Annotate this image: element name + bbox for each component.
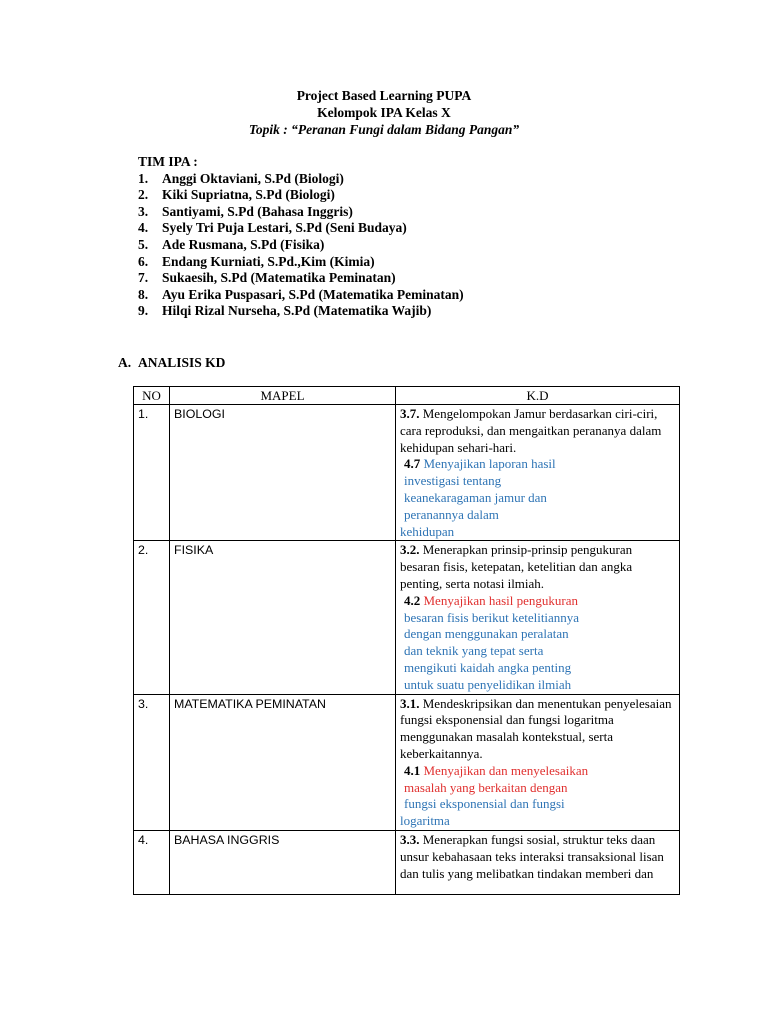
table-row — [134, 541, 680, 694]
document-header — [0, 87, 768, 138]
kd4-entry: 4.2 Menyajikan hasil pengukuran besaran fisis berikut ketelitiannya dengan menggunakan peralatan dan teknik yang tepat serta mengikuti kaidah angka penting untuk suatu penyelidikan ilmiah — [404, 592, 580, 692]
team-member: 4. Syely Tri Puja Lestari, S.Pd (Seni Budaya) — [138, 220, 407, 236]
kd3-entry: 3.7. Mengelompokan Jamur berdasarkan ciri-ciri, cara reproduksi, dan mengaitkan perananya dalam kehidupan sehari-hari. — [400, 406, 662, 455]
kd-analysis-table — [133, 386, 680, 895]
document-topic: Topik : “Peranan Fungi dalam Bidang Pangan” — [248, 122, 520, 137]
row-no: 4. — [134, 830, 170, 894]
kd3-entry: 3.3. Menerapkan fungsi sosial, struktur teks daan unsur kebahasaan teks interaksi transaksional lisan dan tulis yang melibatkan tindakan memberi dan — [400, 831, 664, 881]
team-heading: TIM IPA : — [138, 154, 198, 169]
kd3-entry: 3.1. Mendeskripsikan dan menentukan penyelesaian fungsi eksponensial dan fungsi logaritma menggunakan masalah kontekstual, serta keberkaitannya. — [400, 695, 672, 761]
kd4-entry: 4.7 Menyajikan laporan hasil investigasi tentang keanekaragaman jamur dan peranannya dalam kehidupan — [400, 456, 556, 539]
table-row — [134, 830, 680, 894]
row-kd — [396, 830, 680, 894]
team-member: 5. Ade Rusmana, S.Pd (Fisika) — [138, 236, 325, 252]
table-header-row — [134, 387, 680, 405]
row-no: 3. — [134, 694, 170, 830]
header-kd: K.D — [396, 387, 680, 405]
team-member: 8. Ayu Erika Puspasari, S.Pd (Matematika Peminatan) — [138, 286, 464, 302]
row-kd — [396, 405, 680, 541]
row-kd — [396, 541, 680, 694]
row-mapel: MATEMATIKA PEMINATAN — [170, 694, 396, 830]
team-member: 9. Hilqi Rizal Nurseha, S.Pd (Matematika Wajib) — [138, 303, 432, 319]
kd3-entry: 3.2. Menerapkan prinsip-prinsip pengukuran besaran fisis, ketepatan, ketelitian dan angka penting, serta notasi ilmiah. — [400, 542, 633, 591]
row-kd — [396, 694, 680, 830]
section-letter: A. — [118, 355, 132, 370]
team-member-list — [138, 171, 464, 320]
row-no: 1. — [134, 405, 170, 541]
header-no: NO — [134, 387, 170, 405]
header-mapel: MAPEL — [170, 387, 396, 405]
team-member: 7. Sukaesih, S.Pd (Matematika Peminatan) — [138, 270, 396, 286]
document-subtitle: Kelompok IPA Kelas X — [317, 105, 451, 120]
team-member: 2. Kiki Supriatna, S.Pd (Biologi) — [138, 187, 335, 203]
team-member: 1. Anggi Oktaviani, S.Pd (Biologi) — [138, 170, 344, 186]
table-row — [134, 694, 680, 830]
kd4-entry: 4.1 Menyajikan dan menyelesaikan masalah yang berkaitan dengan fungsi eksponensial dan fungsi logaritma — [400, 762, 589, 829]
table-row — [134, 405, 680, 541]
row-no: 2. — [134, 541, 170, 694]
row-mapel: BAHASA INGGRIS — [170, 830, 396, 894]
document-title: Project Based Learning PUPA — [296, 88, 472, 103]
row-mapel: BIOLOGI — [170, 405, 396, 541]
team-member: 3. Santiyami, S.Pd (Bahasa Inggris) — [138, 203, 353, 219]
team-member: 6. Endang Kurniati, S.Pd.,Kim (Kimia) — [138, 253, 375, 269]
team-section — [138, 154, 464, 320]
section-title: ANALISIS KD — [138, 355, 226, 370]
section-heading — [118, 355, 225, 371]
row-mapel: FISIKA — [170, 541, 396, 694]
